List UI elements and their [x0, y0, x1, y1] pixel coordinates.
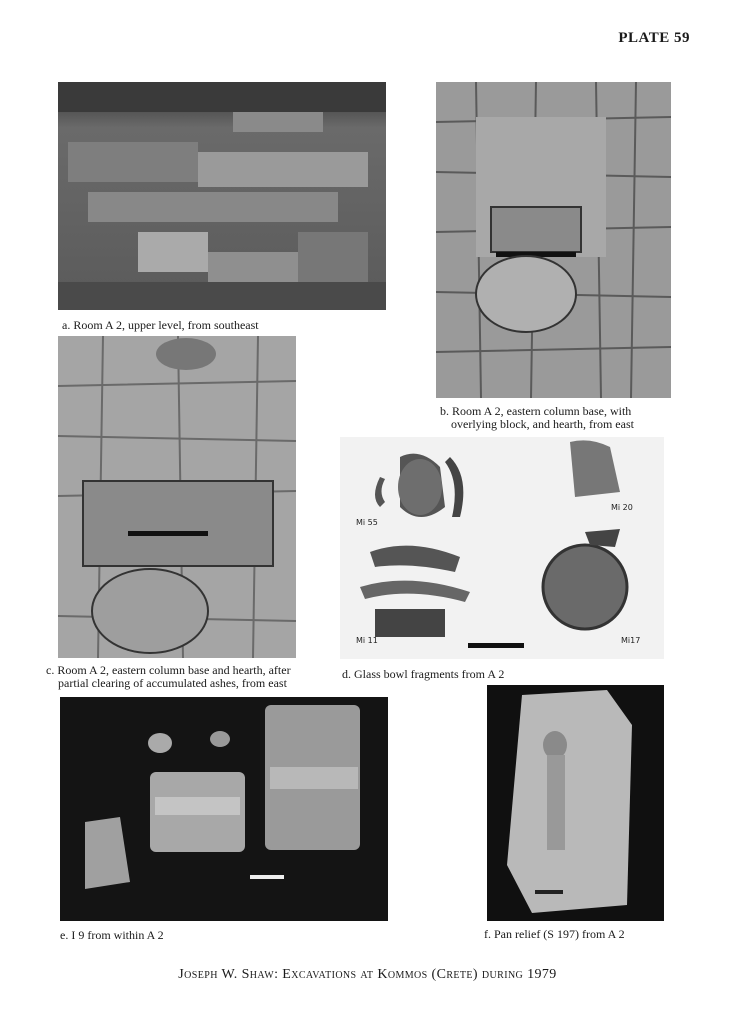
caption-a: a. Room A 2, upper level, from southeast: [62, 318, 259, 332]
photo-b-column-base-hearth: [436, 82, 671, 398]
running-footer: Joseph W. Shaw: Excavations at Kommos (Crete) during 1979: [178, 967, 557, 982]
caption-f: f. Pan relief (S 197) from A 2: [484, 927, 625, 941]
photo-f-pan-relief: [487, 685, 664, 921]
caption-c-line2: partial clearing of accumulated ashes, from east: [58, 676, 287, 690]
caption-d: d. Glass bowl fragments from A 2: [342, 667, 505, 681]
photo-d-glass-fragments: [340, 437, 664, 659]
photo-e-i9-fragments: [60, 697, 388, 921]
plate-number: PLATE 59: [618, 30, 690, 46]
label-mi11: Mi 11: [356, 636, 378, 645]
label-mi20: Mi 20: [611, 503, 633, 512]
caption-b-line1: b. Room A 2, eastern column base, with: [440, 404, 632, 418]
label-mi17: Mi17: [621, 636, 641, 645]
caption-c-line1: c. Room A 2, eastern column base and hearth, after: [46, 663, 291, 677]
caption-b-line2: overlying block, and hearth, from east: [451, 417, 634, 431]
photo-a-room-upper-level: [58, 82, 386, 310]
label-mi55: Mi 55: [356, 518, 378, 527]
caption-e: e. I 9 from within A 2: [60, 928, 164, 942]
photo-c-column-base-cleared: [58, 336, 296, 658]
